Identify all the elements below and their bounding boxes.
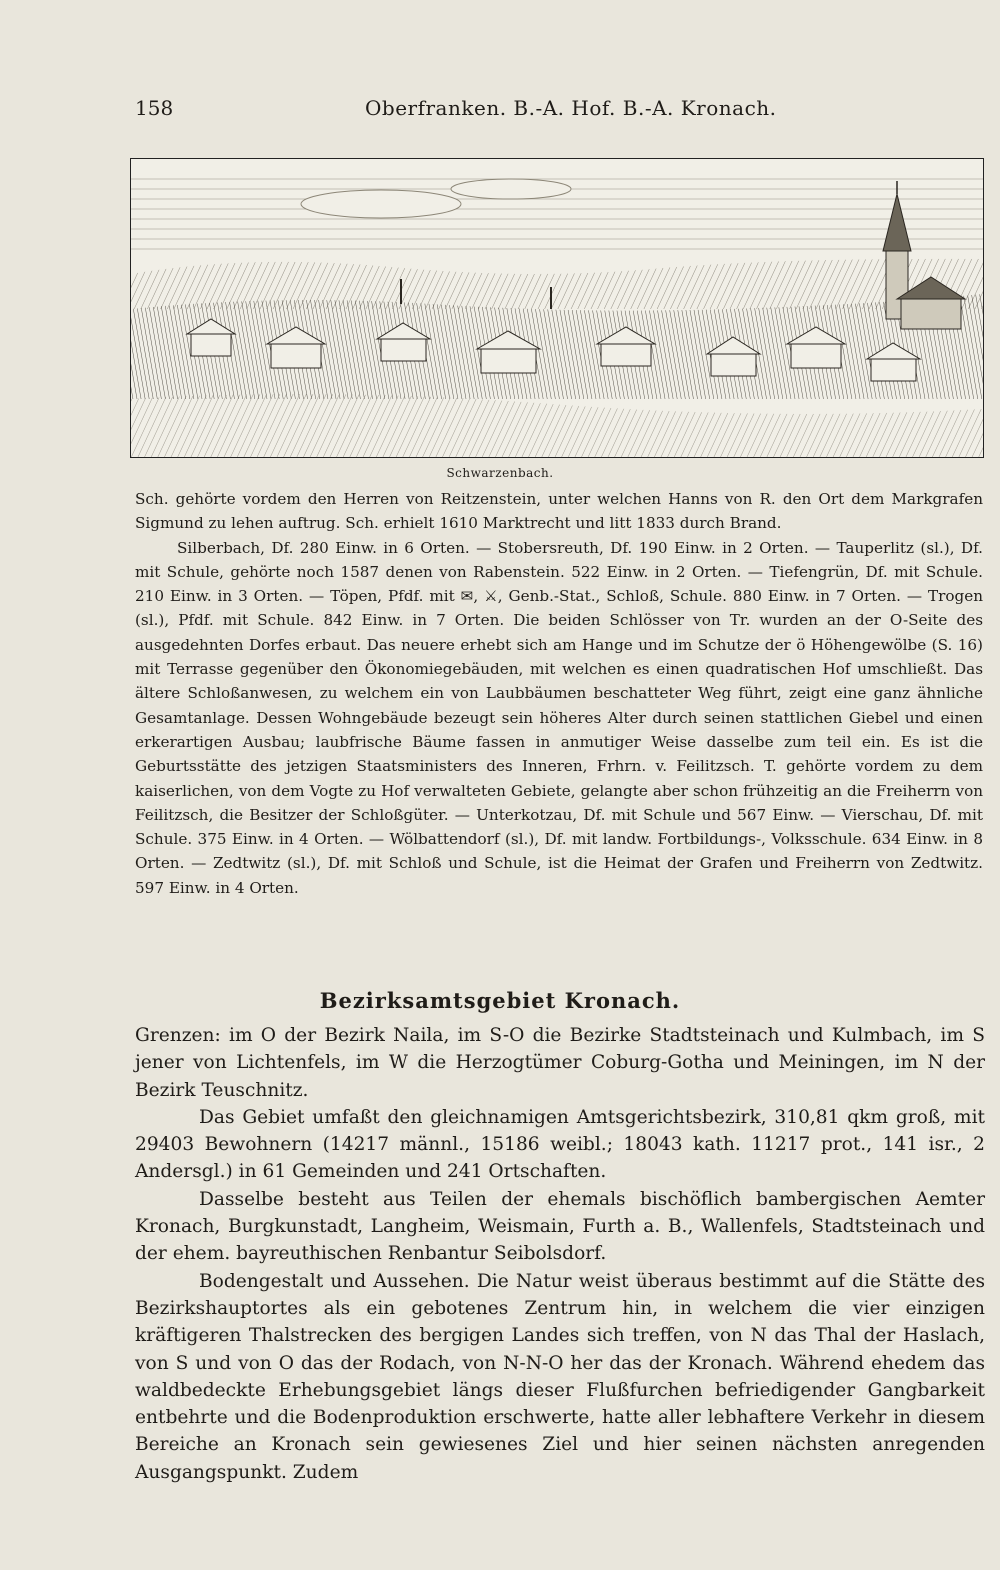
fields xyxy=(131,394,983,457)
paragraph: Das Gebiet umfaßt den gleichnamigen Amtsgerichtsbezirk, 310,81 qkm groß, mit 29403 Bewohnern (14217 männl., 15186 weibl.; 18043 kath. 11217 prot., 141 isr., 2 Andersgl.) in 61 Gemeinden und 241 Ortschaften. xyxy=(135,1106,985,1183)
paragraph: Silberbach, Df. 280 Einw. in 6 Orten. — Stobersreuth, Df. 190 Einw. in 2 Orten. — Tauperlitz (sl.), Df. mit Schule, gehörte noch 1587 denen von Rabenstein. 522 Einw. in 2 Orten. — Tiefengrün, Df. mit Schule. 210 Einw. in 3 Orten. — Töpen, Pfdf. mit ✉, ⚔, Genb.-Stat., Schloß, Schule. 880 Einw. in 7 Orten. — Trogen (sl.), Pfdf. mit Schule. 842 Einw. in 7 Orten. Die beiden Schlösser von Tr. wurden an der O-Seite des ausgedehnten Dorfes erbaut. Das neuere erhebt sich am Hange und im Schutze der ö Höhengewölbe (S. 16) mit Terrasse gegenüber den Ökonomiegebäuden, mit welchen es einen quadratischen Hof umschließt. Das ältere Schloßanwesen, zu welchem ein von Laubbäumen beschatteter Weg führt, zeigt eine ganz ähnliche Gesamtanlage. Dessen Wohngebäude bezeugt sein höheres Alter durch seinen stattlichen Giebel und einen erkerartigen Ausbau; laubfrische Bäume fassen in anmutiger Weise dasselbe zum teil ein. Es ist die Geburtsstätte des jetzigen Staatsministers des Inneren, Frhrn. v. Feilitzsch. T. gehörte vordem zu dem kaiserlichen, von dem Vogte zu Hof verwalteten Gebiete, gelangte aber schon frühzeitig an die Freiherrn von Feilitzsch, die Besitzer der Schloßgüter. — Unterkotzau, Df. mit Schule und 567 Einw. — Vierschau, Df. mit Schule. 375 Einw. in 4 Orten. — Wölbattendorf (sl.), Df. mit landw. Fortbildungs-, Volksschule. 634 Einw. in 8 Orten. — Zedtwitz (sl.), Df. mit Schloß und Schule, ist die Heimat der Grafen und Freiherrn von Zedtwitz. 597 Einw. in 4 Orten. xyxy=(135,538,983,897)
church-tower xyxy=(883,181,965,329)
cloud xyxy=(451,179,571,199)
paragraph: Dasselbe besteht aus Teilen der ehemals bischöflich bambergischen Aemter Kronach, Burgkunstadt, Langheim, Weismain, Furth a. B., Wallenfels, Stadtsteinach und der ehem. bayreuthischen Renbantur Seibolsdorf. xyxy=(135,1188,985,1265)
paragraph: Bodengestalt und Aussehen. Die Natur weist überaus bestimmt auf die Stätte des Bezirkshauptortes als ein gebotenes Zentrum hin, in welchem die vier einzigen kräftigeren Thalstrecken des bergigen Landes sich treffen, von N das Thal der Haslach, von S und von O das der Rodach, von N-N-O her das der Kronach. Während ehedem das waldbedeckte Erhebungsgebiet längs dieser Flußfurchen befriedigender Gangbarkeit entbehrte und die Bodenproduktion erschwerte, hatte aller lebhaftere Verkehr in diesem Bereiche an Kronach sein gewiesenes Ziel und hier seinen nächsten anregenden Ausgangspunkt. Zudem xyxy=(135,1270,985,1483)
cloud xyxy=(301,190,461,218)
page-header xyxy=(135,96,980,126)
page-number: 158 xyxy=(135,96,174,120)
paragraph: Sch. gehörte vordem den Herren von Reitzenstein, unter welchen Hanns von R. den Ort dem Markgrafen Sigmund zu lehen auftrug. Sch. erhielt 1610 Marktrecht und litt 1833 durch Brand. xyxy=(135,490,983,533)
text-block-small xyxy=(135,487,983,900)
text-block-large xyxy=(135,1022,985,1486)
illustration-caption: Schwarzenbach. xyxy=(446,466,554,480)
section-title: Bezirksamtsgebiet Kronach. xyxy=(319,988,681,1013)
paragraph: Grenzen: im O der Bezirk Naila, im S-O die Bezirke Stadtsteinach und Kulmbach, im S jener von Lichtenfels, im W die Herzogtümer Coburg-Gotha und Meiningen, im N der Bezirk Teuschnitz. xyxy=(135,1025,985,1101)
running-head: Oberfranken. B.-A. Hof. B.-A. Kronach. xyxy=(365,96,777,120)
town-engraving xyxy=(131,159,983,457)
town-illustration xyxy=(130,158,984,458)
town-buildings xyxy=(131,294,983,399)
